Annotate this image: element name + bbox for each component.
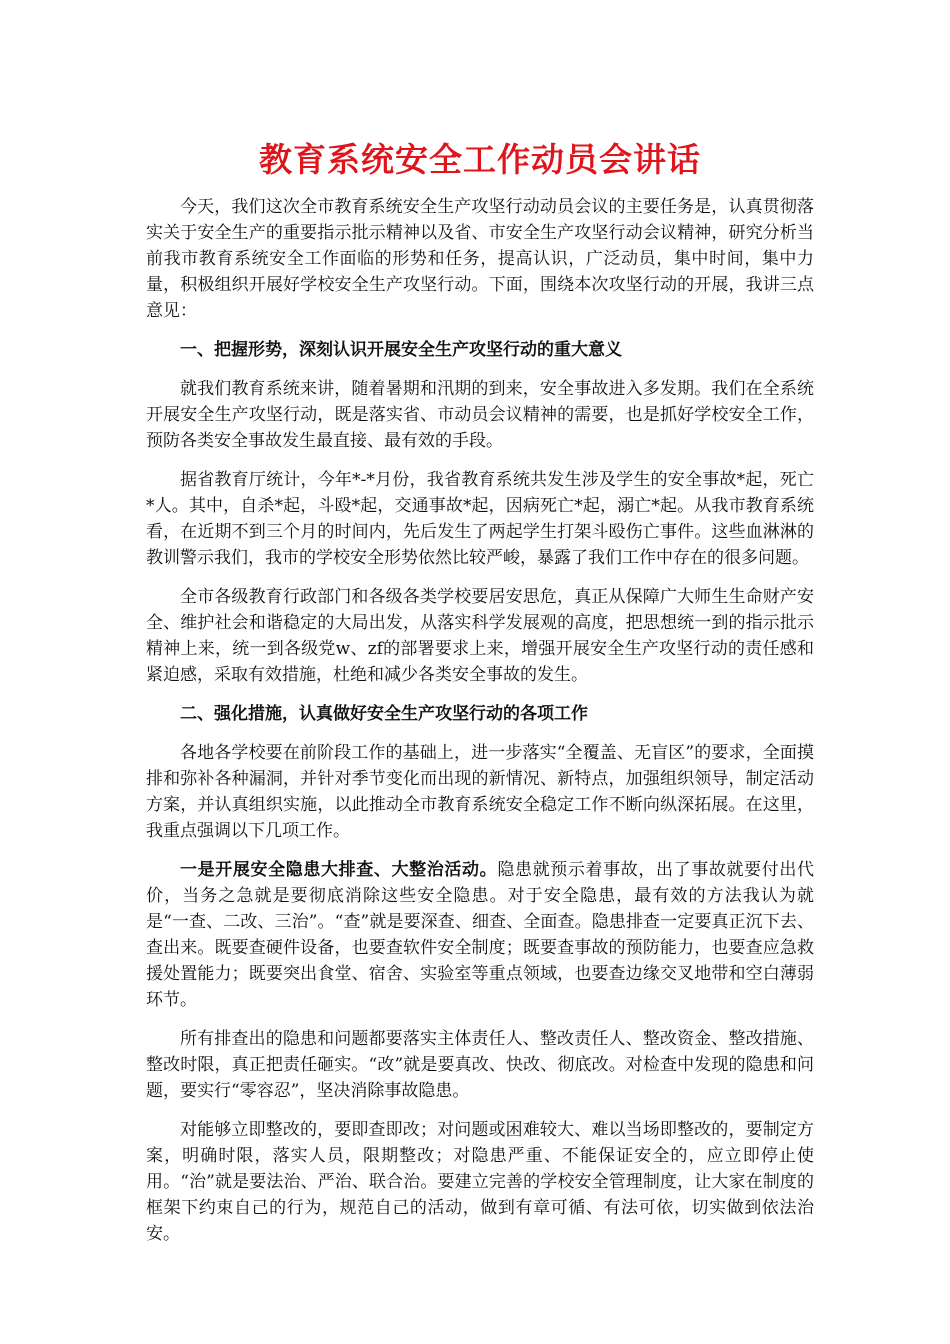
document-page [146,136,814,1260]
paragraph-4: 各地各学校要在前阶段工作的基础上，进一步落实“全覆盖、无盲区”的要求，全面摸排和弥补各种漏洞，并针对季节变化而出现的新情况、新特点，加强组织领导，制定活动方案，并认真组织实施，以此推动全市教育系统安全稳定工作不断向纵深拓展。在这里，我重点强调以下几项工作。 [146,743,814,841]
lead-bold-text: 一是开展安全隐患大排查、大整治活动。 [180,860,498,880]
paragraph-intro: 今天，我们这次全市教育系统安全生产攻坚行动动员会议的主要任务是，认真贯彻落实关于安全生产的重要指示批示精神以及省、市安全生产攻坚行动会议精神，研究分析当前我市教育系统安全工作面临的形势和任务，提高认识，广泛动员，集中时间，集中力量，积极组织开展好学校安全生产攻坚行动。下面，围绕本次攻坚行动的开展，我讲三点意见： [146,197,814,321]
document-title: 教育系统安全工作动员会讲话 [259,140,701,179]
section-heading-1: 一、把握形势，深刻认识开展安全生产攻坚行动的重大意义 [180,340,622,360]
paragraph-2: 据省教育厅统计，今年*-*月份，我省教育系统共发生涉及学生的安全事故*起，死亡*人。其中，自杀*起，斗殴*起，交通事故*起，因病死亡*起，溺亡*起。从我市教育系统看，在近期不到三个月的时间内，先后发生了两起学生打架斗殴伤亡事件。这些血淋淋的教训警示我们，我市的学校安全形势依然比较严峻，暴露了我们工作中存在的很多问题。 [146,470,814,568]
paragraph-6: 所有排查出的隐患和问题都要落实主体责任人、整改责任人、整改资金、整改措施、整改时限，真正把责任砸实。“改”就是要真改、快改、彻底改。对检查中发现的隐患和问题，要实行“零容忍”，坚决消除事故隐患。 [146,1029,814,1101]
paragraph-5 [146,857,814,1013]
paragraph-1: 就我们教育系统来讲，随着暑期和汛期的到来，安全事故进入多发期。我们在全系统开展安全生产攻坚行动，既是落实省、市动员会议精神的需要，也是抓好学校安全工作，预防各类安全事故发生最直接、最有效的手段。 [146,379,814,451]
section-heading-2: 二、强化措施，认真做好安全生产攻坚行动的各项工作 [180,704,588,724]
paragraph-7: 对能够立即整改的，要即查即改；对问题或困难较大、难以当场即整改的，要制定方案，明确时限，落实人员，限期整改；对隐患严重、不能保证安全的，应立即停止使用。“治”就是要法治、严治、联合治。要建立完善的学校安全管理制度，让大家在制度的框架下约束自己的行为，规范自己的活动，做到有章可循、有法可依，切实做到依法治安。 [146,1120,814,1244]
paragraph-3: 全市各级教育行政部门和各级各类学校要居安思危，真正从保障广大师生生命财产安全、维护社会和谐稳定的大局出发，从落实科学发展观的高度，把思想统一到的指示批示精神上来，统一到各级党w、zf的部署要求上来，增强开展安全生产攻坚行动的责任感和紧迫感，采取有效措施，杜绝和减少各类安全事故的发生。 [146,587,814,685]
paragraph-5-body: 隐患就预示着事故，出了事故就要付出代价，当务之急就是要彻底消除这些安全隐患。对于安全隐患，最有效的方法我认为就是“一查、二改、三治”。“查”就是要深查、细查、全面查。隐患排查一定要真正沉下去、查出来。既要查硬件设备，也要查软件安全制度；既要查事故的预防能力，也要查应急救援处置能力；既要突出食堂、宿舍、实验室等重点领域，也要查边缘交叉地带和空白薄弱环节。 [146,860,815,1010]
